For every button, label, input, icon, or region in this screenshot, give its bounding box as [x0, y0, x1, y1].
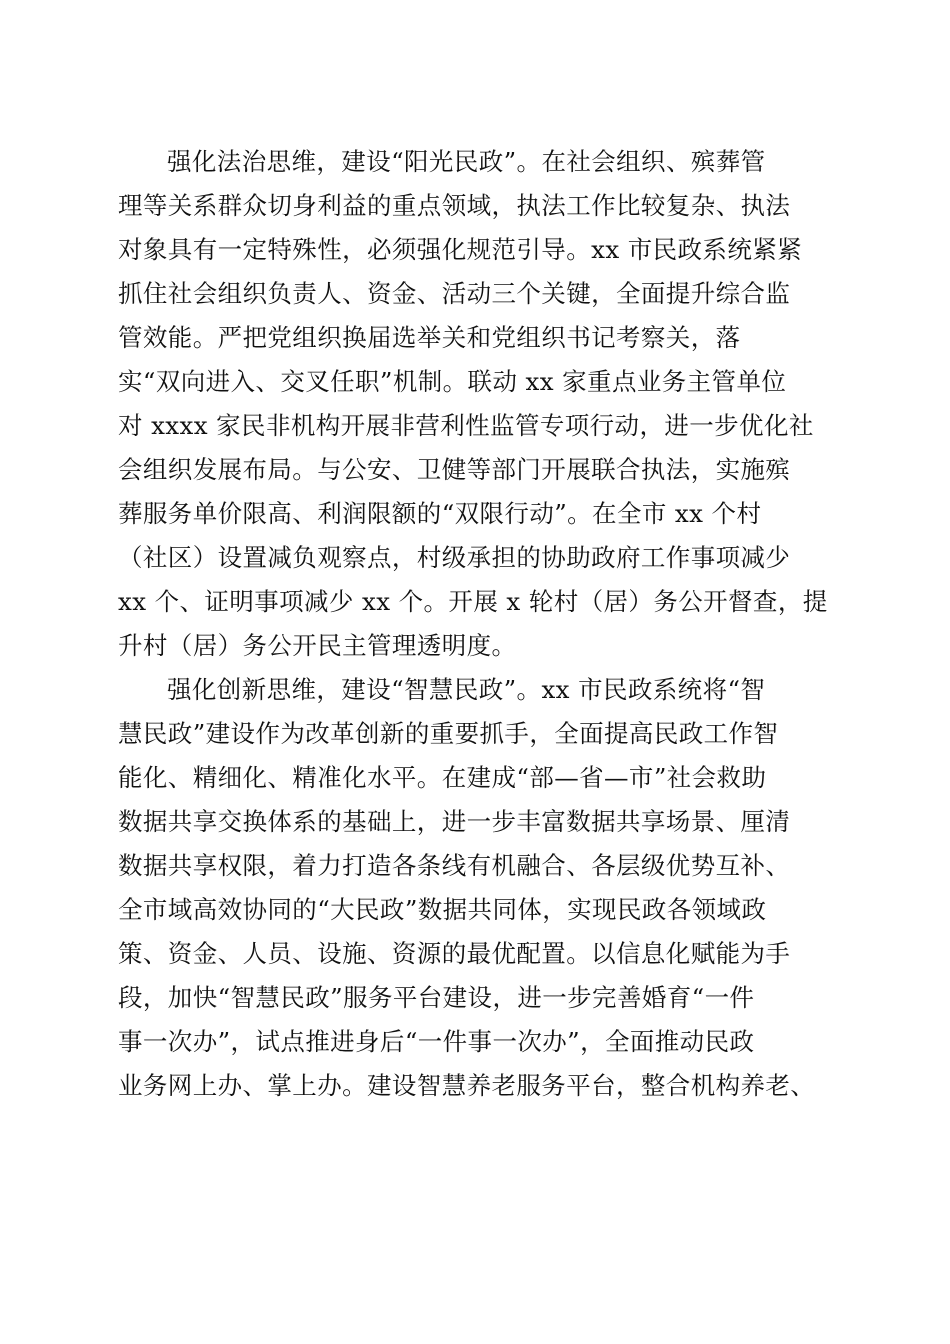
paragraph-2-line-1: 强化创新思维，建设“智慧民政”。xx 市民政系统将“智 [167, 675, 766, 704]
paragraph-2-line-2: 慧民政”建设作为改革创新的重要抓手，全面提高民政工作智 [118, 719, 779, 748]
paragraph-2-line-4: 数据共享交换体系的基础上，进一步丰富数据共享场景、厘清 [118, 807, 791, 836]
paragraph-2-line-5: 数据共享权限，着力打造各条线有机融合、各层级优势互补、 [118, 851, 791, 880]
paragraph-2-line-7: 策、资金、人员、设施、资源的最优配置。以信息化赋能为手 [118, 939, 791, 968]
paragraph-1-line-6: 实“双向进入、交叉任职”机制。联动 xx 家重点业务主管单位 [118, 367, 787, 396]
paragraph-2-line-9: 事一次办”，试点推进身后“一件事一次办”，全面推动民政 [118, 1027, 755, 1056]
paragraph-1-line-9: 葬服务单价限高、利润限额的“双限行动”。在全市 xx 个村 [118, 499, 762, 528]
paragraph-1-line-10: （社区）设置减负观察点，村级承担的协助政府工作事项减少 [118, 543, 791, 572]
paragraph-1-line-3: 对象具有一定特殊性，必须强化规范引导。xx 市民政系统紧紧 [118, 235, 803, 264]
paragraph-1-line-5: 管效能。严把党组织换届选举关和党组织书记考察关，落 [118, 323, 741, 352]
paragraph-2-line-10: 业务网上办、掌上办。建设智慧养老服务平台，整合机构养老、 [118, 1071, 816, 1100]
paragraph-2-line-3: 能化、精细化、精准化水平。在建成“部—省—市”社会救助 [118, 763, 767, 792]
paragraph-1-line-12: 升村（居）务公开民主管理透明度。 [118, 631, 517, 660]
paragraph-1-line-8: 会组织发展布局。与公安、卫健等部门开展联合执法，实施殡 [118, 455, 791, 484]
paragraph-1-line-1: 强化法治思维，建设“阳光民政”。在社会组织、殡葬管 [167, 147, 766, 176]
paragraph-1-line-7: 对 xxxx 家民非机构开展非营利性监管专项行动，进一步优化社 [118, 411, 814, 440]
paragraph-1-line-11: xx 个、证明事项减少 xx 个。开展 x 轮村（居）务公开督查，提 [118, 587, 828, 616]
paragraph-1-line-2: 理等关系群众切身利益的重点领域，执法工作比较复杂、执法 [118, 191, 791, 220]
paragraph-1-line-4: 抓住社会组织负责人、资金、活动三个关键，全面提升综合监 [118, 279, 791, 308]
paragraph-2-line-6: 全市域高效协同的“大民政”数据共同体，实现民政各领域政 [118, 895, 767, 924]
paragraph-2-line-8: 段，加快“智慧民政”服务平台建设，进一步完善婚育“一件 [118, 983, 755, 1012]
